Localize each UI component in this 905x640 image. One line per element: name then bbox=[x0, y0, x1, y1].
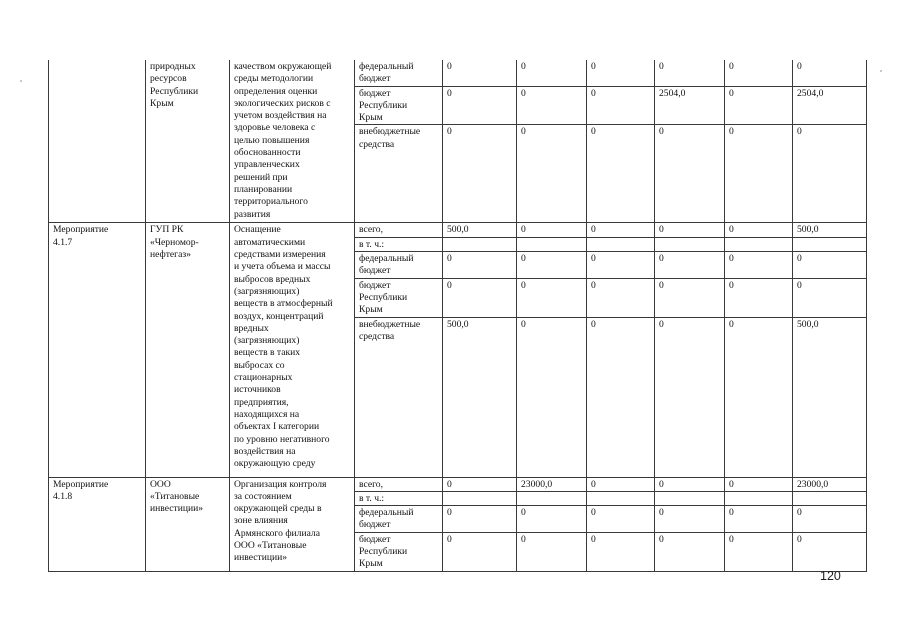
value-cell: 0 bbox=[725, 125, 793, 223]
source-cell: бюджет Республики Крым bbox=[355, 86, 443, 125]
value-cell: 0 bbox=[587, 477, 655, 491]
value-cell: 0 bbox=[587, 86, 655, 125]
source-cell: федеральный бюджет bbox=[355, 252, 443, 279]
value-cell: 0 bbox=[793, 252, 867, 279]
value-cell: 0 bbox=[655, 223, 725, 237]
value-cell: 0 bbox=[587, 532, 655, 571]
value-cell: 0 bbox=[793, 506, 867, 533]
measure-cell: Мероприятие 4.1.7 bbox=[49, 223, 146, 477]
value-cell: 0 bbox=[655, 278, 725, 317]
executor-cell: ООО «Титановые инвестиции» bbox=[146, 477, 230, 571]
source-cell: всего, bbox=[355, 223, 443, 237]
value-cell: 0 bbox=[725, 278, 793, 317]
value-cell: 23000,0 bbox=[793, 477, 867, 491]
value-cell: 0 bbox=[443, 278, 517, 317]
value-cell: 0 bbox=[517, 125, 587, 223]
value-cell bbox=[443, 491, 517, 505]
value-cell: 0 bbox=[517, 317, 587, 477]
value-cell: 0 bbox=[725, 86, 793, 125]
value-cell: 0 bbox=[793, 532, 867, 571]
value-cell: 500,0 bbox=[793, 317, 867, 477]
executor-cell: ГУП РК «Черномор- нефтегаз» bbox=[146, 223, 230, 477]
source-cell: всего, bbox=[355, 477, 443, 491]
executor-cell: природных ресурсов Республики Крым bbox=[146, 60, 230, 223]
value-cell bbox=[725, 491, 793, 505]
value-cell: 0 bbox=[655, 252, 725, 279]
source-cell: внебюджетные средства bbox=[355, 317, 443, 477]
value-cell: 0 bbox=[517, 506, 587, 533]
value-cell: 0 bbox=[725, 60, 793, 86]
value-cell: 500,0 bbox=[443, 223, 517, 237]
value-cell bbox=[517, 237, 587, 251]
value-cell: 0 bbox=[725, 252, 793, 279]
value-cell bbox=[517, 491, 587, 505]
value-cell: 2504,0 bbox=[793, 86, 867, 125]
value-cell: 0 bbox=[517, 60, 587, 86]
value-cell: 500,0 bbox=[443, 317, 517, 477]
value-cell: 0 bbox=[725, 532, 793, 571]
value-cell: 0 bbox=[587, 223, 655, 237]
source-cell: в т. ч.: bbox=[355, 491, 443, 505]
value-cell: 0 bbox=[793, 278, 867, 317]
value-cell: 0 bbox=[655, 60, 725, 86]
description-cell: Оснащение автоматическими средствами измерения и учета объема и массы выбросов вредных (загрязняющих) веществ в атмосферный воздух, концентраций вредных (загрязняющих) веществ в таких выбросах со стационарных источников предприятия, находящихся на объектах I категории по уровню негативного воздействия на окружающую среду bbox=[230, 223, 355, 477]
source-cell: бюджет Республики Крым bbox=[355, 532, 443, 571]
value-cell: 0 bbox=[517, 532, 587, 571]
value-cell: 0 bbox=[655, 506, 725, 533]
value-cell: 0 bbox=[443, 60, 517, 86]
table-row bbox=[49, 477, 867, 491]
value-cell: 0 bbox=[793, 60, 867, 86]
value-cell: 0 bbox=[443, 506, 517, 533]
value-cell: 0 bbox=[655, 125, 725, 223]
table-row bbox=[49, 60, 867, 86]
value-cell bbox=[587, 491, 655, 505]
source-cell: в т. ч.: bbox=[355, 237, 443, 251]
measure-cell bbox=[49, 60, 146, 223]
value-cell: 0 bbox=[443, 252, 517, 279]
value-cell: 0 bbox=[443, 86, 517, 125]
scan-speck bbox=[20, 80, 22, 82]
value-cell bbox=[793, 237, 867, 251]
value-cell bbox=[655, 491, 725, 505]
value-cell: 0 bbox=[725, 477, 793, 491]
value-cell: 0 bbox=[443, 125, 517, 223]
value-cell: 0 bbox=[655, 317, 725, 477]
value-cell: 0 bbox=[443, 532, 517, 571]
value-cell: 0 bbox=[587, 506, 655, 533]
value-cell: 0 bbox=[587, 125, 655, 223]
value-cell: 0 bbox=[587, 60, 655, 86]
table-row bbox=[49, 223, 867, 237]
page-number: 120 bbox=[820, 569, 841, 583]
source-cell: федеральный бюджет bbox=[355, 506, 443, 533]
budget-table bbox=[48, 60, 867, 572]
value-cell: 2504,0 bbox=[655, 86, 725, 125]
source-cell: внебюджетные средства bbox=[355, 125, 443, 223]
value-cell: 0 bbox=[443, 477, 517, 491]
scan-speck bbox=[880, 70, 882, 72]
value-cell: 0 bbox=[587, 317, 655, 477]
description-cell: качеством окружающей среды методологии определения оценки экологических рисков с учетом воздействия на здоровье человека с целью повышения обоснованности управленческих решений при планировании территориального развития bbox=[230, 60, 355, 223]
value-cell bbox=[793, 491, 867, 505]
value-cell: 0 bbox=[517, 252, 587, 279]
value-cell bbox=[587, 237, 655, 251]
measure-cell: Мероприятие 4.1.8 bbox=[49, 477, 146, 571]
value-cell: 0 bbox=[587, 278, 655, 317]
value-cell: 0 bbox=[587, 252, 655, 279]
value-cell bbox=[443, 237, 517, 251]
value-cell: 0 bbox=[655, 532, 725, 571]
value-cell: 500,0 bbox=[793, 223, 867, 237]
value-cell: 0 bbox=[517, 223, 587, 237]
source-cell: федеральный бюджет bbox=[355, 60, 443, 86]
value-cell bbox=[655, 237, 725, 251]
value-cell: 0 bbox=[725, 317, 793, 477]
source-cell: бюджет Республики Крым bbox=[355, 278, 443, 317]
value-cell: 0 bbox=[725, 223, 793, 237]
value-cell: 0 bbox=[517, 278, 587, 317]
value-cell: 0 bbox=[793, 125, 867, 223]
description-cell: Организация контроля за состоянием окружающей среды в зоне влияния Армянского филиала ООО «Титановые инвестиции» bbox=[230, 477, 355, 571]
value-cell bbox=[725, 237, 793, 251]
value-cell: 0 bbox=[655, 477, 725, 491]
value-cell: 0 bbox=[725, 506, 793, 533]
value-cell: 0 bbox=[517, 86, 587, 125]
value-cell: 23000,0 bbox=[517, 477, 587, 491]
